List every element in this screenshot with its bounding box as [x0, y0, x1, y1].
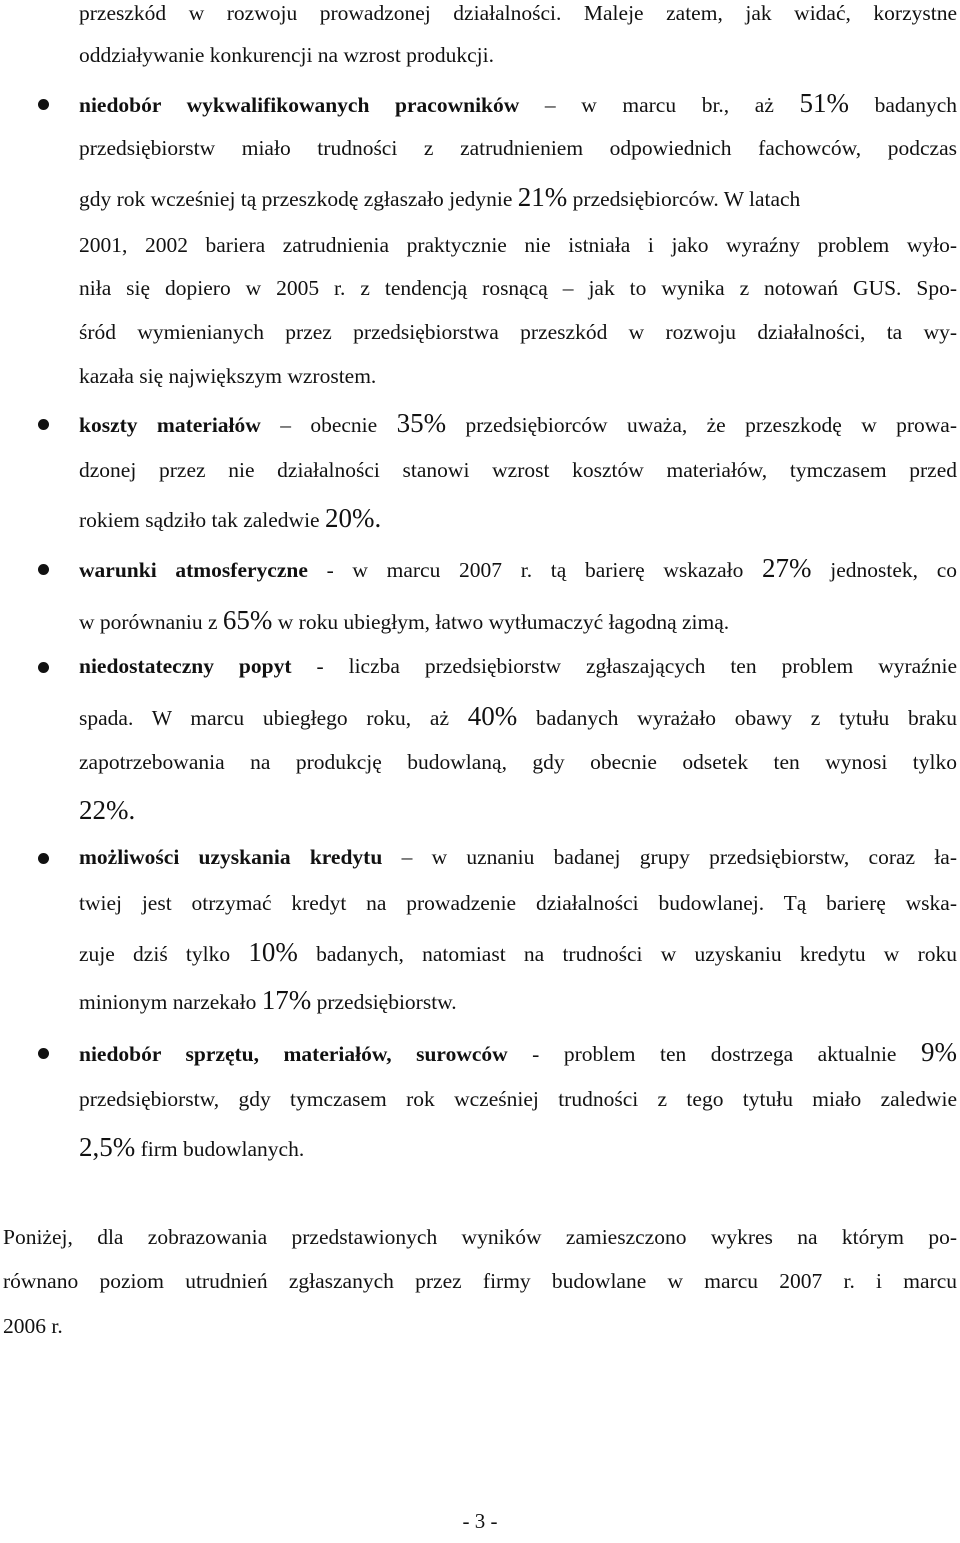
text-run: - problem ten dostrzega aktualnie — [507, 1042, 921, 1066]
bold-term: możliwości uzyskania kredytu — [79, 845, 383, 869]
text-run: w roku ubiegłym, łatwo wytłumaczyć łagodną zimą. — [272, 610, 730, 634]
bullet-icon — [38, 564, 49, 575]
text-line — [79, 88, 957, 118]
text-line — [79, 795, 135, 825]
text-run: przedsiębiorstw, gdy tymczasem rok wcześniej trudności z tego tytułu miało zaledwie — [79, 1087, 957, 1111]
percentage-value: 20%. — [324, 503, 382, 533]
text-line — [79, 361, 376, 391]
page-number: - 3 - — [462, 1509, 498, 1533]
text-line — [79, 1084, 957, 1114]
bold-term: niedostateczny popyt — [79, 654, 292, 678]
text-line — [3, 1311, 63, 1341]
text-line — [79, 503, 381, 533]
text-run: firm budowlanych. — [135, 1137, 305, 1161]
bullet-icon — [38, 419, 49, 430]
bullet-icon — [38, 99, 49, 110]
bold-term: koszty materiałów — [79, 413, 261, 437]
text-line — [79, 408, 957, 438]
text-run: minionym narzekało — [79, 990, 262, 1014]
text-run: twiej jest otrzymać kredyt na prowadzenie działalności budowlanej. Tą barierę wska- — [79, 891, 957, 915]
text-run: niła się dopiero w 2005 r. z tendencją rosnącą – jak to wynika z notowań GUS. Spo- — [79, 276, 957, 300]
text-line — [79, 182, 800, 212]
text-run: – w uznaniu badanej grupy przedsiębiorstw, coraz ła- — [382, 845, 958, 869]
text-run: – obecnie — [260, 413, 397, 437]
percentage-value: 65% — [222, 605, 273, 635]
percentage-value: 51% — [799, 88, 849, 118]
text-line — [79, 553, 957, 583]
percentage-value: 21% — [517, 182, 568, 212]
text-line — [79, 133, 957, 163]
bold-term: niedobór wykwalifikowanych pracowników — [79, 93, 520, 117]
bullet-icon — [38, 662, 49, 673]
bullet-icon — [38, 1048, 49, 1059]
percentage-value: 22%. — [79, 795, 136, 825]
text-line — [79, 701, 957, 731]
percentage-value: 27% — [762, 553, 812, 583]
percentage-value: 35% — [396, 408, 447, 438]
text-line — [79, 40, 494, 70]
text-run: rokiem sądziło tak zaledwie — [79, 508, 325, 532]
text-line — [79, 605, 729, 635]
text-run: zapotrzebowania na produkcję budowlaną, gdy obecnie odsetek ten wynosi tylko — [79, 750, 957, 774]
text-run: śród wymienianych przez przedsiębiorstwa przeszkód w rozwoju działalności, ta wy- — [79, 320, 957, 344]
text-run: spada. W marcu ubiegłego roku, aż — [79, 706, 468, 730]
text-run: przedsiębiorców uważa, że przeszkodę w prowa- — [446, 413, 958, 437]
text-run: oddziaływanie konkurencji na wzrost produkcji. — [79, 43, 494, 67]
text-run: – w marcu br., aż — [519, 93, 800, 117]
text-run: jednostek, co — [811, 558, 957, 582]
text-run: dzonej przez nie działalności stanowi wzrost kosztów materiałów, tymczasem przed — [79, 458, 957, 482]
text-run: w porównaniu z — [79, 610, 223, 634]
text-line — [79, 937, 957, 967]
text-line — [3, 1222, 957, 1252]
text-line — [79, 842, 957, 872]
text-run: badanych wyrażało obawy z tytułu braku — [517, 706, 957, 730]
text-run: równano poziom utrudnień zgłaszanych przez firmy budowlane w marcu 2007 r. i marcu — [3, 1269, 957, 1293]
text-run: zuje dziś tylko — [79, 942, 249, 966]
text-line — [79, 0, 957, 28]
percentage-value: 17% — [261, 985, 312, 1015]
text-run: Poniżej, dla zobrazowania przedstawionych wyników zamieszczono wykres na którym po- — [3, 1225, 957, 1249]
text-line — [3, 1266, 957, 1296]
text-line — [79, 455, 957, 485]
text-line — [79, 230, 957, 260]
text-run: przedsiębiorców. W latach — [567, 187, 801, 211]
text-run: badanych — [849, 93, 957, 117]
bold-term: warunki atmosferyczne — [79, 558, 308, 582]
percentage-value: 40% — [467, 701, 518, 731]
text-run: kazała się największym wzrostem. — [79, 364, 377, 388]
text-run: przedsiębiorstw miało trudności z zatrudnieniem odpowiednich fachowców, podczas — [79, 136, 957, 160]
text-run: 2001, 2002 bariera zatrudnienia praktycznie nie istniała i jako wyraźny problem wyło- — [79, 233, 957, 257]
bullet-icon — [38, 853, 49, 864]
bold-term: niedobór sprzętu, materiałów, surowców — [79, 1042, 508, 1066]
text-run: gdy rok wcześniej tą przeszkodę zgłaszało jedynie — [79, 187, 518, 211]
percentage-value: 9% — [921, 1037, 957, 1067]
text-line — [79, 273, 957, 303]
text-run: 2006 r. — [3, 1314, 63, 1338]
text-run: - liczba przedsiębiorstw zgłaszających ten problem wyraźnie — [291, 654, 957, 678]
percentage-value: 2,5% — [79, 1132, 136, 1162]
text-line — [79, 747, 957, 777]
text-line — [79, 888, 957, 918]
text-line — [79, 1132, 304, 1162]
text-run: - w marcu 2007 r. tą barierę wskazało — [307, 558, 763, 582]
text-run: przedsiębiorstw. — [311, 990, 457, 1014]
text-line — [79, 317, 957, 347]
text-line — [79, 985, 457, 1015]
text-line — [79, 1037, 957, 1067]
percentage-value: 10% — [248, 937, 298, 967]
text-run: badanych, natomiast na trudności w uzyskaniu kredytu w roku — [297, 942, 957, 966]
text-line — [79, 651, 957, 681]
text-run: przeszkód w rozwoju prowadzonej działalności. Maleje zatem, jak widać, korzystne — [79, 1, 957, 25]
